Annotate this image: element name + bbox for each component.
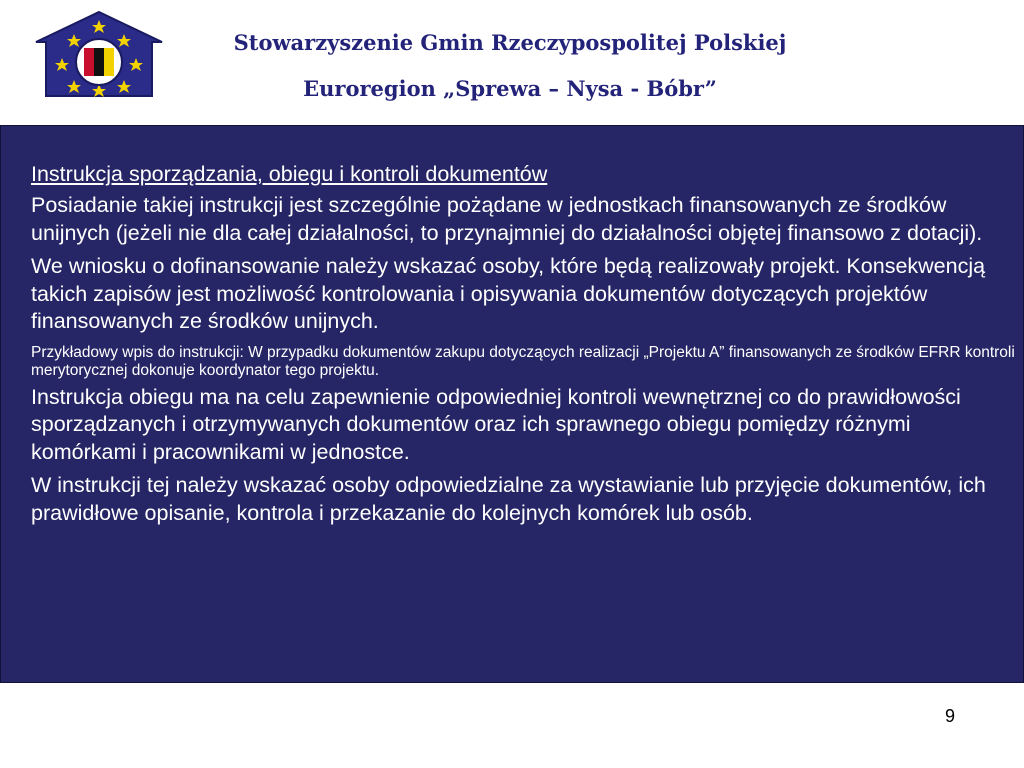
- example-note: Przykładowy wpis do instrukcji: W przypadku dokumentów zakupu dotyczących realizacji „Projektu A” finansowanych ze środków EFRR kontroli merytorycznej dokonuje koordynator tego projektu.: [31, 343, 1015, 379]
- content-panel: [0, 125, 1024, 683]
- page-number: 9: [944, 706, 955, 726]
- slide-header: [0, 0, 1024, 125]
- paragraph: Posiadanie takiej instrukcji jest szczególnie pożądane w jednostkach finansowanych ze środków unijnych (jeżeli nie dla całej działalności, to przynajmniej do działalności objętej finansowo z dotacji).: [31, 193, 983, 245]
- slide-content: [31, 162, 1016, 533]
- slide-heading: Instrukcja sporządzania, obiegu i kontroli dokumentów: [31, 162, 548, 186]
- euroregion-title: Euroregion „Sprewa – Nysa - Bóbr”: [303, 76, 717, 101]
- association-title: Stowarzyszenie Gmin Rzeczypospolitej Polskiej: [233, 30, 787, 55]
- paragraph: Instrukcja obiegu ma na celu zapewnienie odpowiedniej kontroli wewnętrznej co do prawidłowości sporządzanych i otrzymywanych dokumentów oraz ich sprawnego obiegu pomiędzy różnymi komórkami i pracownikami w jednostce.: [31, 384, 961, 464]
- paragraph: We wniosku o dofinansowanie należy wskazać osoby, które będą realizowały projekt. Konsekwencją takich zapisów jest możliwość kontrolowania i opisywania dokumentów dotyczących projektów finansowanych ze środków unijnych.: [31, 254, 986, 333]
- paragraph: W instrukcji tej należy wskazać osoby odpowiedzialne za wystawianie lub przyjęcie dokumentów, ich prawidłowe opisanie, kontrola i przekazanie do kolejnych komórek lub osób.: [31, 473, 986, 525]
- euroregion-logo-icon: [34, 10, 164, 98]
